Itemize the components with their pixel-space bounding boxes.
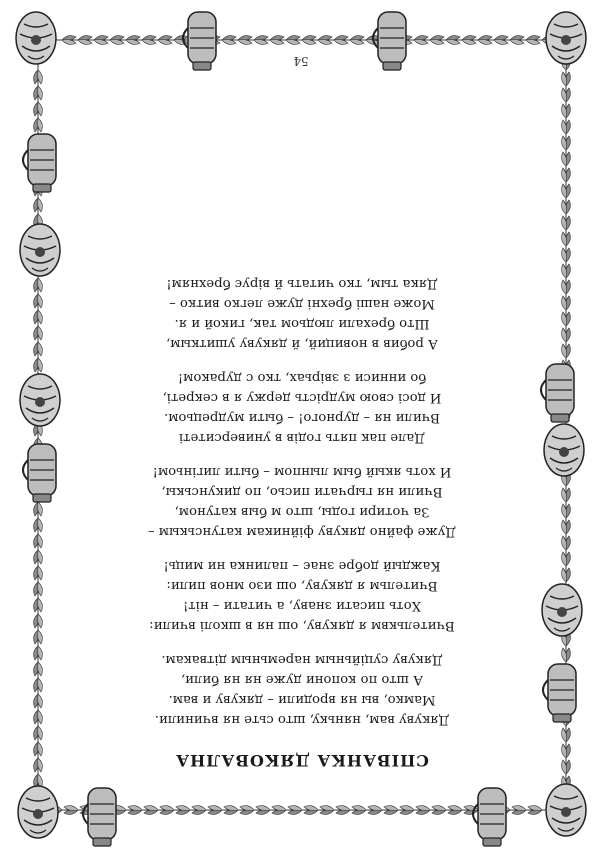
poem-line: бо инниси з звірьах, тко с дураком! — [177, 370, 427, 385]
poem-line: Хоть писати знаву, а читати – ніт! — [183, 598, 421, 613]
poem-line: Може наші брехні дуже легко витко – — [169, 296, 435, 311]
poem-line: И хоть якый бым лынпом – быти лигіньом! — [152, 464, 452, 479]
poem-body — [72, 259, 532, 770]
poem-line: А робив в новиций, й дякуву ушиткым, — [166, 336, 438, 351]
page-number: 54 — [293, 54, 309, 68]
stanza — [72, 555, 532, 635]
poem-line: И досі свою мудрість держу я в секреті, — [162, 390, 442, 405]
poem-line: За чотири годы, што м быв катуном, — [174, 504, 430, 519]
poem-line: Мамко, вы ня вродили – дякуву и вам. — [168, 692, 436, 707]
poem-line: Дяка тым, тко читать й вірує брехням! — [166, 276, 438, 291]
poem-line: Што брехали людьом так, гикой и я. — [174, 316, 430, 331]
poem-line: Дуже файно дякуву фійникам катунськым – — [147, 524, 457, 539]
poem-line: Дякуву вам, нянькy, што сьте ня вчинили. — [154, 712, 450, 727]
poem-line: Дякуву суційьным наремьным дітвакам. — [161, 652, 443, 667]
poem-line: А што по копони дуже ня ня били, — [180, 672, 424, 687]
stanza — [72, 273, 532, 353]
stanza — [72, 367, 532, 447]
poem-line: Вчительквм я дякуву, ош ня в школі вчили: — [149, 618, 455, 633]
poem-line: Дале пак пять годів в университеті — [178, 430, 426, 445]
poem-line: Вчили ня – дурного! – быти мудрецьом. — [164, 410, 440, 425]
stanza — [72, 649, 532, 729]
poem-line: Вчительм я дякуву, ош изо мнов пили: — [166, 578, 438, 593]
stanza-list — [72, 273, 532, 729]
poem-title: СПІВАНКА ДЯКОВАЛНА — [175, 751, 429, 770]
stanza — [72, 461, 532, 541]
poem-line: Каждый добре знає – палинка ни миць! — [163, 558, 441, 573]
poem-line: Вчили ня гырчати письо, по дикунськы, — [161, 484, 443, 499]
